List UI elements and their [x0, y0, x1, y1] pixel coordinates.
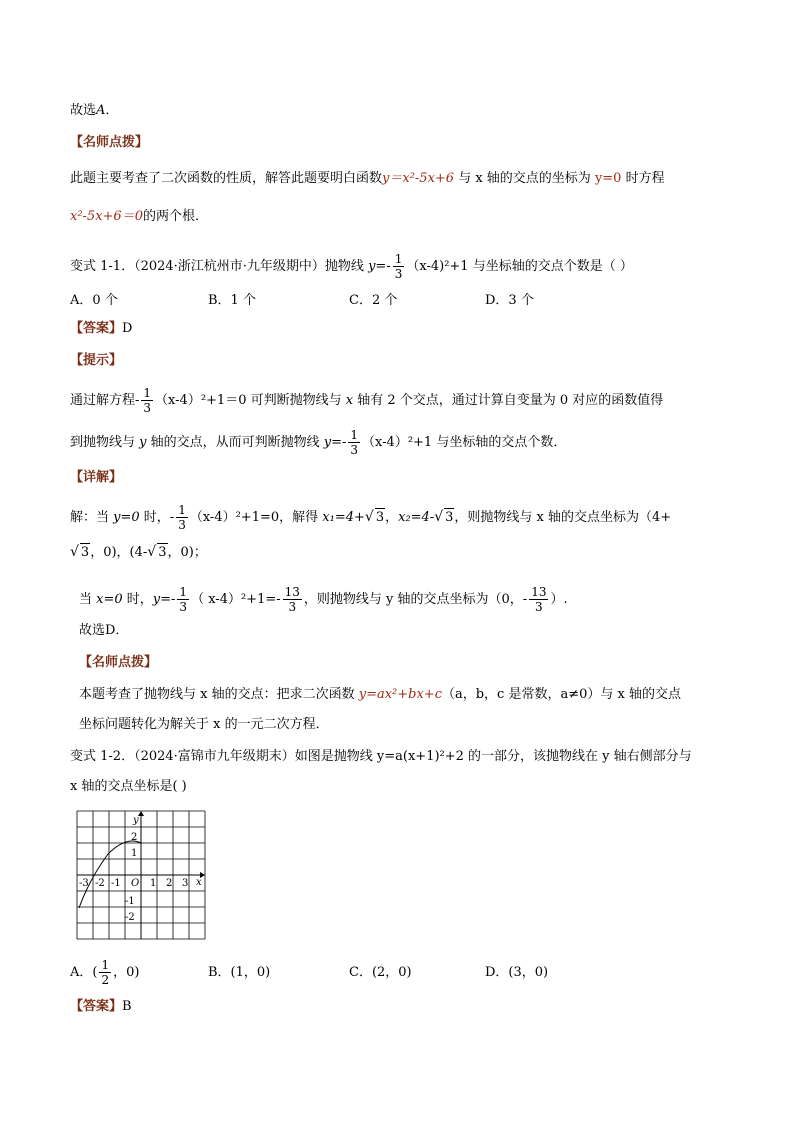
detail-end: ）.	[550, 592, 568, 607]
var-x: x	[345, 393, 354, 408]
function-expression: y=ax²+bx+c	[358, 687, 442, 702]
hint-mid: （x-4）²+1＝0 可判断抛物线与	[155, 393, 346, 408]
denominator: 3	[178, 518, 186, 532]
hint-text: 到抛物线与	[70, 435, 140, 450]
section-heading-xiangjie: 【详解】	[70, 470, 123, 485]
function-expression: y＝x²-5x+6	[382, 171, 455, 186]
denominator: 3	[535, 600, 543, 614]
hint-tail: 轴有 2 个交点，通过计算自变量为 0 对应的函数值得	[353, 393, 664, 408]
sqrt-icon: √	[147, 544, 157, 560]
tip-mid: （a，b，c 是常数，a≠0）与 x 轴的交点	[441, 687, 681, 702]
fraction	[348, 428, 360, 457]
detail-mid: 时，	[122, 592, 153, 607]
fraction	[99, 958, 111, 987]
eq-sign: =-	[375, 259, 391, 274]
y-zero: y=0	[594, 171, 622, 186]
explanation-line-2	[70, 208, 208, 226]
hint-line-1	[70, 386, 663, 415]
detail-eq: （x-4）²+1=0，解得	[189, 510, 323, 525]
x-tick-label: -2	[95, 878, 105, 889]
explanation-mid: 与 x 轴的交点的坐标为	[454, 171, 595, 186]
x-tick-label: -1	[111, 878, 121, 889]
x-zero: x=0	[96, 592, 123, 607]
option-d[interactable]: D．3 个	[485, 293, 534, 308]
y-axis-label: y	[133, 815, 139, 826]
var-y: y	[139, 435, 147, 450]
x-axis-label: x	[196, 877, 202, 888]
conclusion-line	[70, 102, 118, 120]
radicand: 3	[375, 510, 385, 525]
detail-tail: ，则抛物线与 x 轴的交点坐标为（4+	[454, 510, 672, 525]
y-tick-label: 1	[131, 848, 138, 859]
answer-value: D	[122, 321, 133, 336]
answer-letter: A	[96, 103, 106, 118]
answer-line-1	[70, 320, 132, 338]
numerator: 13	[284, 585, 300, 599]
x-tick-label: 3	[182, 878, 189, 889]
hint-tail: （x-4）²+1 与坐标轴的交点个数．	[362, 435, 567, 450]
answer-label: 【答案】	[70, 321, 123, 336]
fraction	[141, 386, 153, 415]
answer-value: B	[122, 999, 132, 1014]
detail-line-1	[70, 503, 671, 532]
radicand: 3	[445, 510, 454, 525]
period: ．	[105, 103, 119, 118]
question-rest: （x-4)²+1 与坐标轴的交点个数是（ ）	[406, 259, 633, 274]
numerator: 1	[179, 585, 188, 599]
comma: ，	[385, 510, 399, 525]
answer-line-2	[70, 998, 132, 1016]
equation: x²-5x+6＝0	[70, 209, 143, 224]
radicand: 3	[158, 545, 167, 560]
hint-mid: 轴的交点，从而可判断抛物线	[146, 435, 324, 450]
x1: x₁=4+	[322, 510, 365, 525]
detail-text: 当	[79, 592, 97, 607]
numerator: 1	[350, 428, 359, 442]
numerator: 13	[531, 585, 547, 599]
y-zero: y=0	[113, 510, 140, 525]
hint-text: 通过解方程-	[70, 393, 140, 408]
detail-tail: ，则抛物线与 y 轴的交点坐标为（0，-	[303, 592, 528, 607]
option-d[interactable]: D．(3，0)	[485, 965, 549, 980]
detail-text: 解：当	[70, 510, 114, 525]
fraction	[393, 252, 405, 281]
y-eq: y=-	[323, 435, 347, 450]
option-c[interactable]: C．(2，0)	[349, 965, 412, 980]
fraction	[177, 585, 189, 614]
variant-1-1-question	[70, 252, 633, 281]
option-a-post: ，0)	[113, 965, 140, 980]
question-label: 变式 1-1．（2024·浙江杭州市·九年级期中）抛物线	[70, 259, 369, 274]
explanation-text: 此题主要考查了二次函数的性质，解答此题要明白函数	[70, 171, 383, 186]
tip-text: 本题考查了抛物线与 x 轴的交点：把求二次函数	[79, 687, 359, 702]
explanation-line-1	[70, 170, 665, 188]
option-a-pre: A．(	[70, 965, 98, 980]
x-tick-label: -3	[79, 878, 89, 889]
coord-text: ，0)，(4-	[90, 545, 148, 560]
option-a[interactable]	[70, 958, 139, 987]
option-c[interactable]: C．2 个	[349, 293, 398, 308]
numerator: 1	[143, 386, 152, 400]
denominator: 3	[179, 600, 188, 614]
fraction	[176, 503, 188, 532]
sqrt-icon: √	[434, 509, 444, 525]
option-b[interactable]: B．1 个	[208, 293, 256, 308]
denominator: 3	[394, 267, 403, 281]
denominator: 3	[288, 600, 297, 614]
tip-line-2: 坐标问题转化为解关于 x 的一元二次方程．	[79, 717, 329, 732]
y-axis-arrow-icon	[138, 811, 144, 816]
variant-1-2-line-1: 变式 1-2．（2024·富锦市九年级期末）如图是抛物线 y=a(x+1)²+2 的一部分，该抛物线在 y 轴右侧部分与	[70, 749, 692, 764]
variant-1-2-line-2: x 轴的交点坐标是( )	[70, 779, 187, 794]
option-a[interactable]: A．0 个	[70, 293, 118, 308]
coord-text: ，0)；	[167, 545, 207, 560]
fraction	[529, 585, 548, 614]
detail-mid: 时，-	[139, 510, 175, 525]
answer-label: 【答案】	[70, 999, 123, 1014]
y-tick-label: 2	[131, 832, 138, 843]
denominator: 3	[143, 401, 152, 415]
hint-line-2	[70, 428, 566, 457]
section-heading-mingshi-2: 【名师点拨】	[79, 655, 158, 670]
numerator: 1	[101, 958, 110, 972]
detail-line-3	[79, 585, 568, 614]
tip-line-1	[79, 686, 681, 704]
detail-eq: （ x-4）²+1=-	[191, 592, 281, 607]
y-tick-label: -1	[125, 896, 135, 907]
graph-svg	[76, 810, 206, 940]
numerator: 1	[394, 252, 403, 266]
origin-label: O	[131, 878, 140, 889]
section-heading-mingshi: 【名师点拨】	[70, 135, 149, 150]
sqrt-icon: √	[70, 544, 79, 560]
detail-line-4: 故选D．	[79, 623, 129, 638]
y-tick-label: -2	[125, 912, 135, 923]
detail-line-2	[70, 543, 207, 562]
explanation-end: 的两个根．	[142, 209, 208, 224]
explanation-tail: 时方程	[621, 171, 665, 186]
radicand: 3	[80, 545, 90, 560]
denominator: 3	[350, 443, 359, 457]
x2: x₂=4-	[398, 510, 435, 525]
parabola-graph	[76, 810, 206, 944]
y-eq: y=-	[152, 592, 176, 607]
sqrt-icon: √	[364, 509, 374, 525]
var-y: y	[368, 259, 376, 274]
x-tick-label: 2	[166, 878, 173, 889]
option-b[interactable]: B．(1，0)	[208, 965, 271, 980]
conclusion-text: 故选	[70, 103, 97, 118]
numerator: 1	[178, 503, 186, 517]
fraction	[283, 585, 302, 614]
denominator: 2	[101, 973, 110, 987]
x-tick-label: 1	[150, 878, 157, 889]
section-heading-tishi: 【提示】	[70, 353, 123, 368]
